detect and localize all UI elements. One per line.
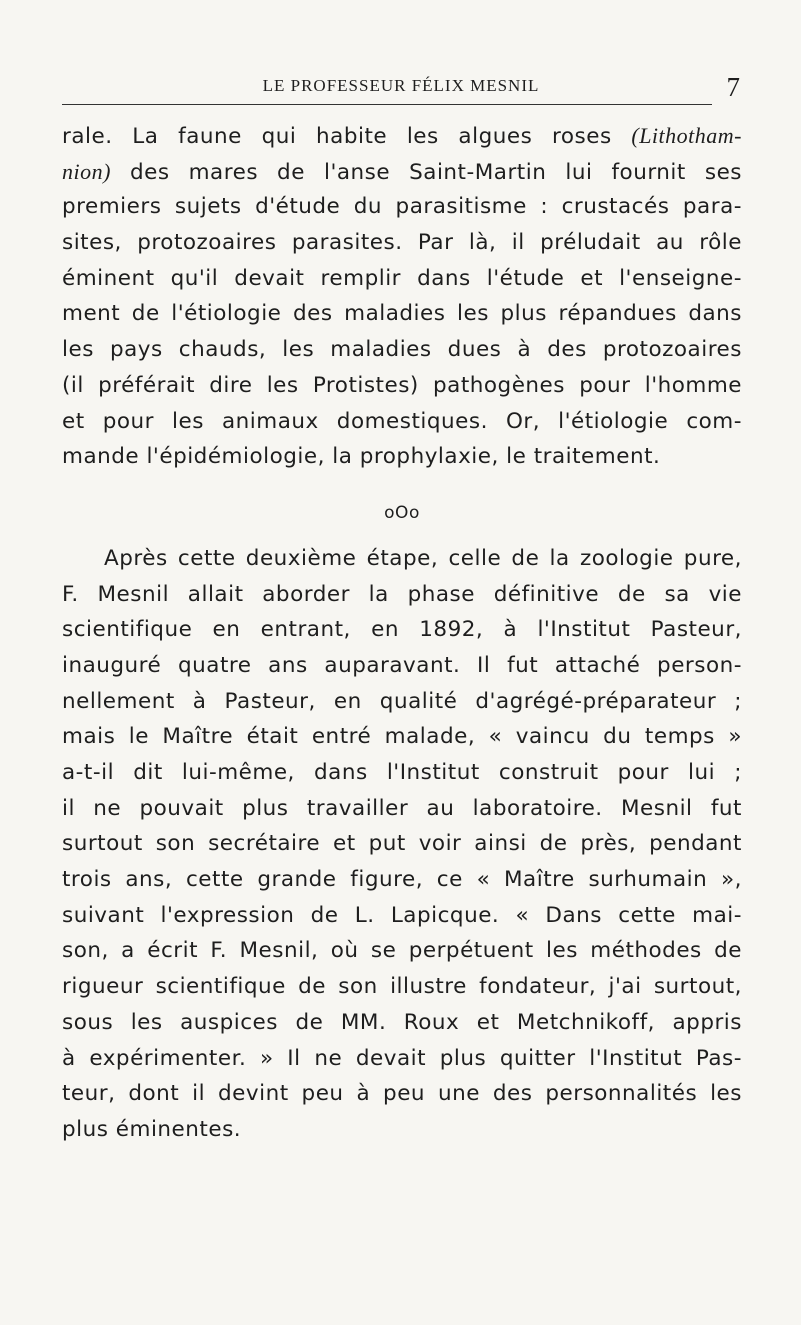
italic-term: (Lithotham- [631,123,742,148]
text-line: ment de l'étiologie des maladies les plus répandues dans [62,301,742,327]
text-segment: des mares de l'anse Saint-Martin lui fournit ses [110,159,742,185]
page-number: 7 [726,72,740,102]
text-line: trois ans, cette grande figure, ce « Maître surhumain », [62,867,742,893]
text-line: mais le Maître était entré malade, « vaincu du temps » [62,724,742,750]
text-line [62,154,742,190]
text-line: teur, dont il devint peu à peu une des personnalités les [62,1081,742,1107]
text-line: a-t-il dit lui-même, dans l'Institut construit pour lui ; [62,760,742,785]
text-line: nellement à Pasteur, en qualité d'agrégé-préparateur ; [62,688,742,714]
text-line: Après cette deuxième étape, celle de la zoologie pure, [104,545,742,571]
paragraph-2 [62,541,742,1148]
text-line: rigueur scientifique de son illustre fondateur, j'ai surtout, [62,974,742,1000]
running-head [62,72,740,106]
header-rule [62,104,712,105]
body-text [62,118,742,1148]
text-line: premiers sujets d'étude du parasitisme : crustacés para- [62,194,742,220]
text-line: les pays chauds, les maladies dues à des protozoaires [62,337,742,363]
text-line: mande l'épidémiologie, la prophylaxie, le traitement. [62,444,661,470]
text-line: surtout son secrétaire et put voir ainsi de près, pendant [62,831,742,857]
text-line: sites, protozoaires parasites. Par là, il préludait au rôle [62,230,742,256]
text-line: et pour les animaux domestiques. Or, l'étiologie com- [62,408,742,434]
text-line: à expérimenter. » Il ne devait plus quitter l'Institut Pas- [62,1045,742,1071]
section-separator: oOo [384,502,420,523]
text-line [62,118,742,154]
text-line: scientifique en entrant, en 1892, à l'Institut Pasteur, [62,617,742,643]
italic-term: nion) [62,158,111,184]
text-line: suivant l'expression de L. Lapicque. « Dans cette mai- [62,902,742,928]
text-line: F. Mesnil allait aborder la phase définitive de sa vie [62,581,742,607]
text-line: il ne pouvait plus travailler au laboratoire. Mesnil fut [62,795,742,821]
text-segment: rale. La faune qui habite les algues roses [62,124,632,149]
paragraph-1 [62,118,742,475]
text-line: éminent qu'il devait remplir dans l'étude et l'enseigne- [62,265,742,291]
text-line: (il préférait dire les Protistes) pathogènes pour l'homme [62,372,742,398]
text-line: sous les auspices de MM. Roux et Metchnikoff, appris [62,1009,742,1035]
text-line: inauguré quatre ans auparavant. Il fut attaché person- [62,652,742,678]
text-line: son, a écrit F. Mesnil, où se perpétuent les méthodes de [62,938,742,964]
running-title: LE PROFESSEUR FÉLIX MESNIL [262,76,540,95]
text-line: plus éminentes. [62,1116,242,1142]
